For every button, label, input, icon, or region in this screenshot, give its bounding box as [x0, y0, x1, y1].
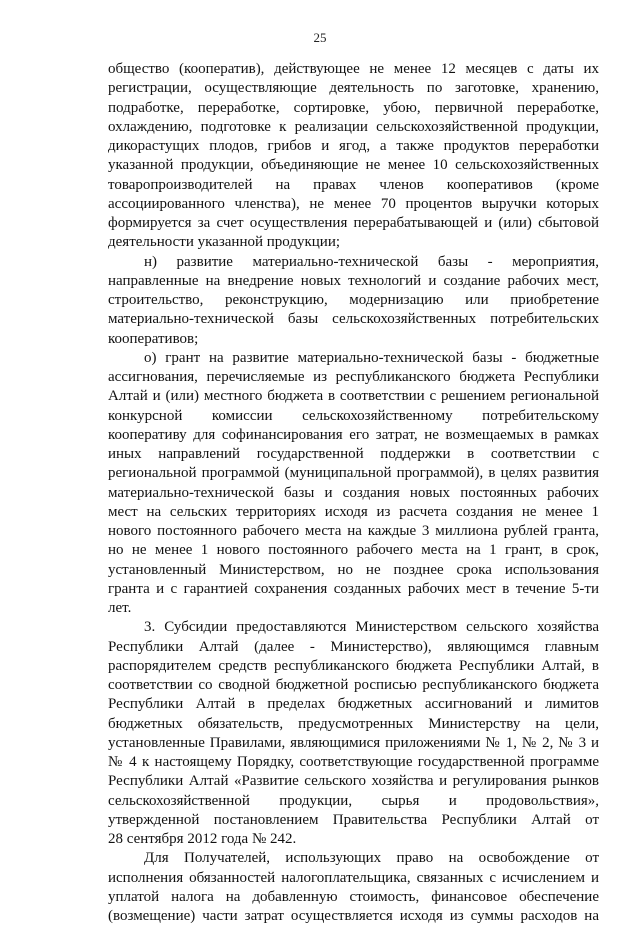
text-line: материально-технической базы сельскохозяйственных потребительских [108, 311, 599, 328]
text-line: 3. Субсидии предоставляются Министерством сельского хозяйства [144, 619, 599, 636]
text-line: конкурсной комиссии сельскохозяйственному потребительскому [108, 407, 599, 424]
text-line: мест на сельских территориях исходя из расчета создания не менее 1 [108, 503, 599, 520]
text-line: региональной программой (муниципальной программой), в целях развития [108, 465, 599, 482]
body-text [108, 60, 599, 926]
text-line: сельскохозяйственной продукции, сырья и продовольствия», [108, 792, 599, 809]
text-line: бюджетных обязательств, предусмотренных Министерству на цели, [108, 715, 599, 732]
text-line: дикорастущих плодов, грибов и ягод, а также продуктов переработки [108, 138, 599, 154]
text-line: кооперативов; [108, 330, 199, 347]
text-line: направленные на внедрение новых технологий и создание рабочих мест, [108, 272, 599, 289]
text-line: материально-технической базы и создания новых постоянных рабочих [108, 484, 599, 501]
text-line: кооперативу для софинансирования его затрат, не возмещаемых в рамках [108, 426, 599, 443]
text-line: уплатой налога на добавленную стоимость, финансовое обеспечение [108, 888, 599, 905]
text-line: охлаждению, подготовке к реализации сельскохозяйственной продукции, [108, 118, 599, 135]
text-line: подработке, переработке, сортировке, убою, первичной переработке, [108, 99, 599, 116]
text-line: Республики Алтай «Развитие сельского хозяйства и регулирования рынков [108, 773, 599, 790]
text-line: гранта и с гарантией сохранения созданных рабочих мест в течение 5-ти [108, 580, 599, 597]
text-line: ассоциированного членства), не менее 70 процентов выручки которых [108, 195, 599, 212]
text-line: № 4 к настоящему Порядку, соответствующие государственной программе [108, 754, 599, 770]
text-line: Алтай и (или) местного бюджета в соответствии с решением региональной [108, 388, 599, 405]
text-line: указанной продукции, объединяющие не менее 10 сельскохозяйственных [108, 157, 599, 174]
text-line: утвержденной постановлением Правительства Республики Алтай от [108, 811, 599, 828]
text-line: но не менее 1 нового постоянного рабочего места на 1 грант, в срок, [108, 542, 599, 559]
text-line: установленный Министерством, но не позднее срока использования [108, 561, 599, 578]
text-line: лет. [108, 600, 132, 616]
page-number: 25 [313, 30, 327, 45]
text-line: о) грант на развитие материально-технической базы - бюджетные [144, 349, 599, 366]
text-line: н) развитие материально-технической базы - мероприятия, [144, 253, 599, 270]
text-line: строительство, реконструкцию, модернизацию или приобретение [108, 292, 599, 308]
text-line: распорядителем средств республиканского бюджета Республики Алтай, в [108, 657, 599, 674]
text-line: Для Получателей, использующих право на освобождение от [144, 850, 599, 867]
text-line: нового постоянного рабочего места на каждые 3 миллиона рублей гранта, [108, 523, 599, 539]
text-line: формируется за счет осуществления перерабатывающей и (или) сбытовой [108, 215, 599, 231]
text-line: деятельности указанной продукции; [108, 234, 341, 251]
text-line: ассигнования, перечисляемые из республиканского бюджета Республики [108, 369, 599, 385]
text-line: Республики Алтай в пределах бюджетных ассигнований и лимитов [108, 696, 599, 713]
text-line: (возмещение) части затрат осуществляется исходя из суммы расходов на [108, 908, 599, 924]
text-line: общество (кооператив), действующее не менее 12 месяцев с даты их [108, 61, 599, 77]
text-line: иных направлений государственной поддержки в соответствии с [108, 446, 599, 462]
text-line: Республики Алтай (далее - Министерство), являющимся главным [108, 638, 599, 655]
text-line: 28 сентября 2012 года № 242. [108, 831, 297, 847]
text-line: соответствии со сводной бюджетной росписью республиканского бюджета [108, 677, 599, 693]
text-line: исполнения обязанностей налогоплательщика, связанных с исчислением и [108, 869, 599, 886]
text-line: товаропроизводителей на правах членов кооперативов (кроме [108, 176, 599, 193]
text-line: установленные Правилами, являющимися приложениями № 1, № 2, № 3 и [108, 734, 599, 751]
text-line: регистрации, осуществляющие деятельность по заготовке, хранению, [108, 80, 599, 97]
